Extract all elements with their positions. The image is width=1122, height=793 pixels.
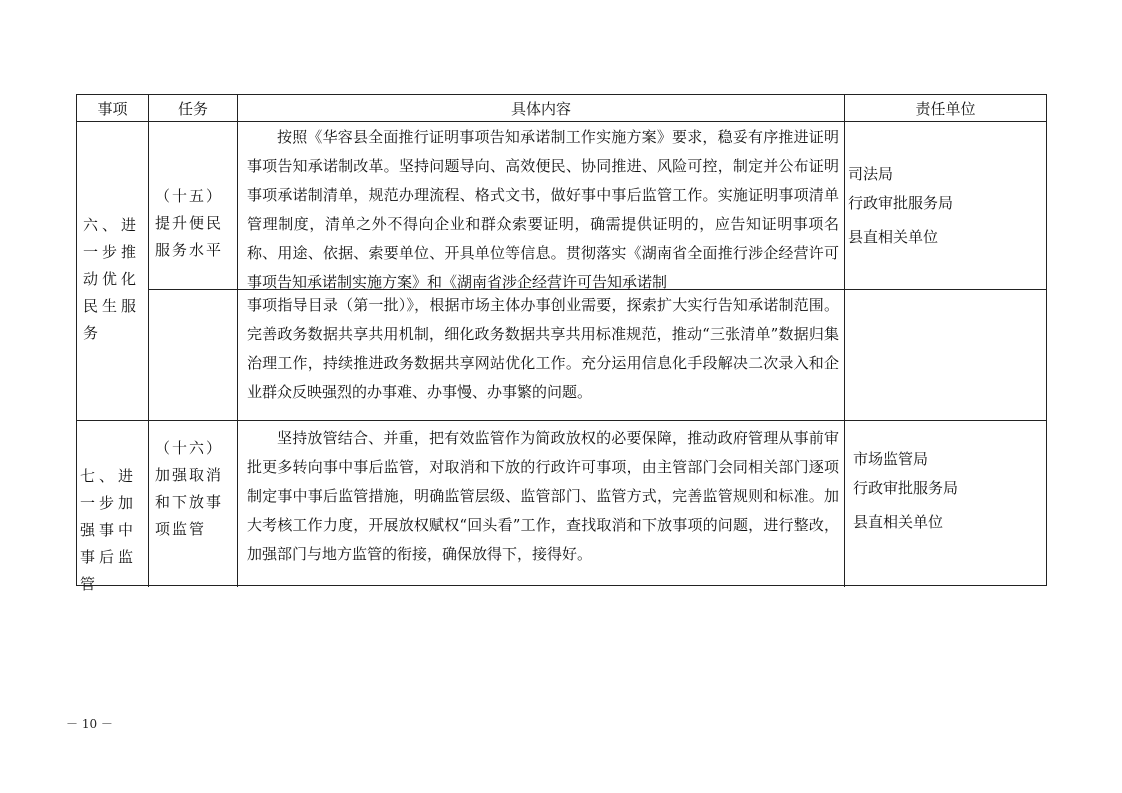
section7-unit-2: 行政审批服务局 [853, 479, 959, 497]
section6-unit-1: 司法局 [848, 165, 894, 183]
header-task: 任务 [177, 100, 208, 118]
section6-unit-3: 县直相关单位 [848, 228, 939, 246]
task-table [76, 94, 1047, 593]
section6-content-part2: 事项指导目录（第一批）》，根据市场主体办事创业需要，探索扩大实行告知承诺制范围。完善政务数据共享共用机制，细化政务数据共享共用标准规范，推动“三张清单”数据归集治理工作，持续推进政务数据共享网站优化工作。充分运用信息化手段解决二次录入和企业群众反映强烈的办事难、办事慢、办事繁的问题。 [247, 296, 839, 401]
section6-task: （十五）提升便民服务水平 [155, 187, 224, 259]
section7-task: （十六）加强取消和下放事项监管 [155, 439, 224, 538]
section7-units [853, 445, 1043, 541]
header-content: 具体内容 [510, 100, 571, 118]
section7-unit-3: 县直相关单位 [853, 513, 944, 531]
section-divider [77, 420, 1046, 421]
col-divider-2 [237, 95, 238, 587]
section6-unit-2: 行政审批服务局 [848, 194, 954, 212]
section7-unit-1: 市场监管局 [853, 450, 929, 468]
header-responsible-unit: 责任单位 [915, 100, 976, 118]
page-number: － 10 － [66, 717, 113, 731]
header-item: 事项 [97, 100, 128, 118]
section6-content-part1: 按照《华容县全面推行证明事项告知承诺制工作实施方案》要求，稳妥有序推进证明事项告知承诺制改革。坚持问题导向、高效便民、协同推进、风险可控，制定并公布证明事项承诺制清单，规范办理流程、格式文书，做好事中事后监管工作。实施证明事项清单管理制度，清单之外不得向企业和群众索要证明，确需提供证明的，应告知证明事项名称、用途、依据、索要单位、开具单位等信息。贯彻落实《湖南省全面推行涉企经营许可事项告知承诺制实施方案》和《湖南省涉企经营许可告知承诺制 [247, 128, 839, 291]
col-divider-1 [148, 95, 149, 587]
section6-units [848, 160, 1038, 256]
section7-title: 七、进一步加强事中事后监管 [80, 467, 138, 593]
section6-title: 六、进一步推动优化民生服务 [83, 216, 141, 342]
section7-content: 坚持放管结合、并重，把有效监管作为简政放权的必要保障，推动政府管理从事前审批更多转向事中事后监管，对取消和下放的行政许可事项，由主管部门会同相关部门逐项制定事中事后监管措施，明确监管层级、监管部门、监管方式，完善监管规则和标准。加大考核工作力度，开展放权赋权“回头看”工作，查找取消和下放事项的问题，进行整改，加强部门与地方监管的衔接，确保放得下，接得好。 [247, 429, 839, 563]
col-divider-3 [844, 95, 845, 587]
